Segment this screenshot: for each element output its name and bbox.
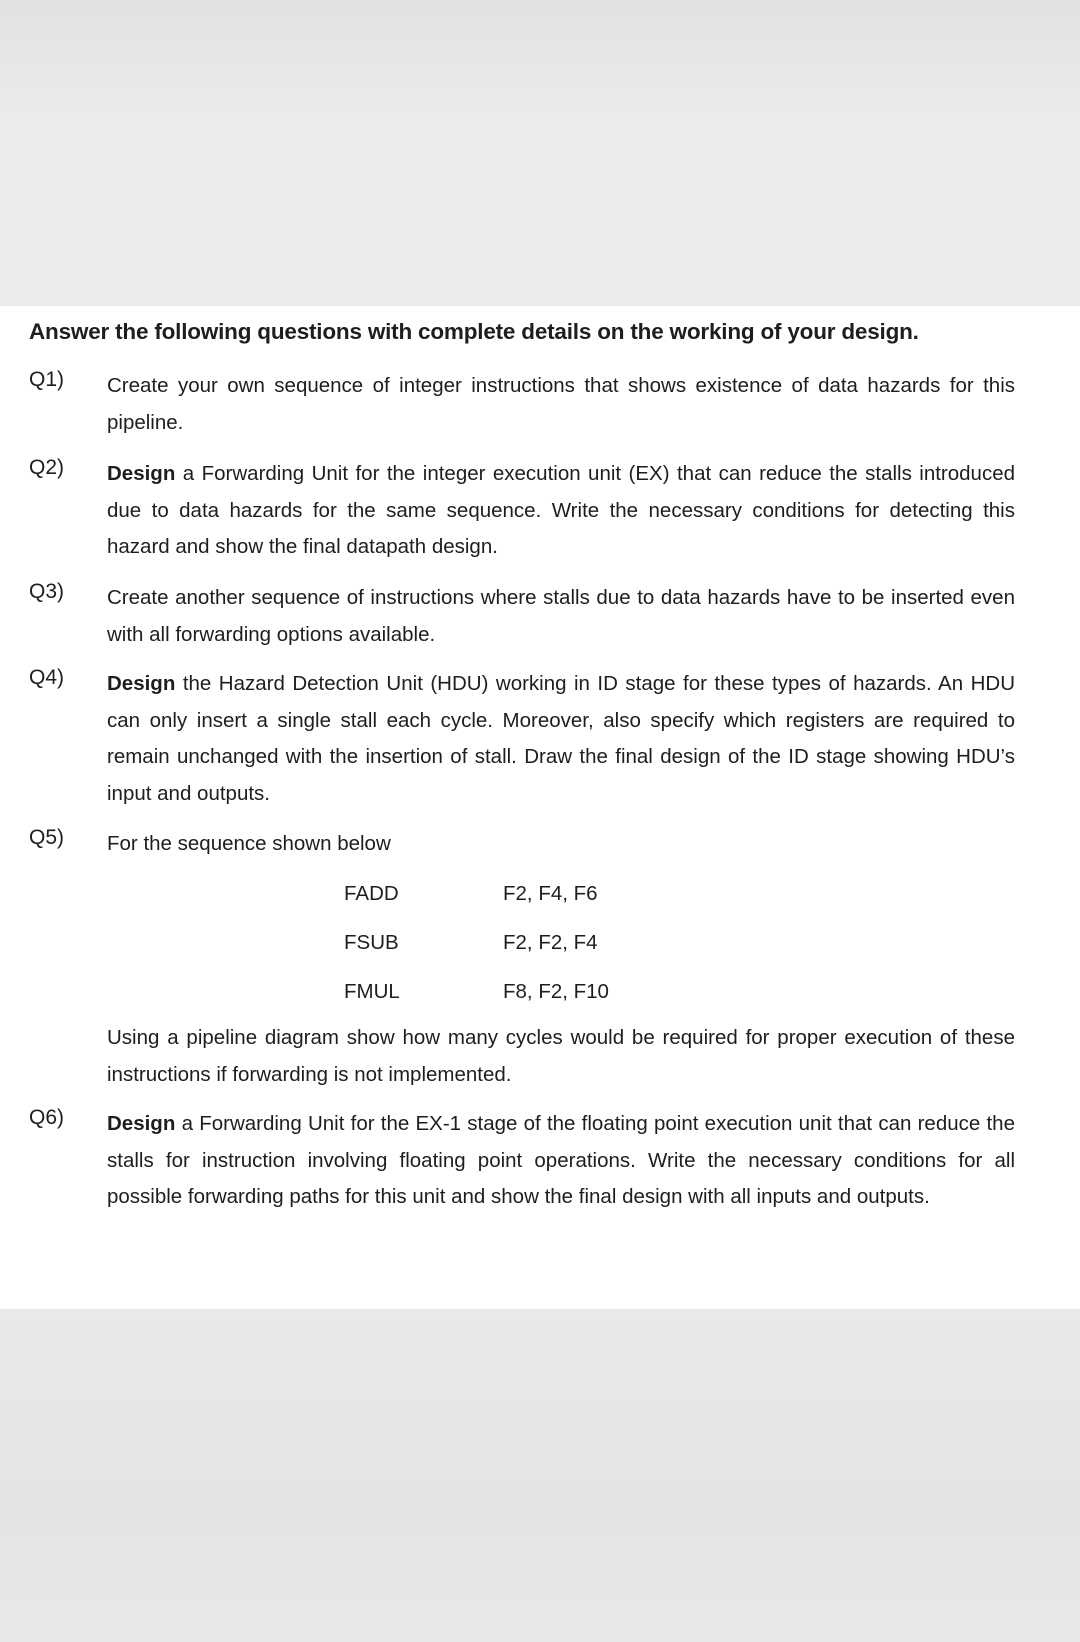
question-text: For the sequence shown below <box>107 832 391 855</box>
question-number: Q5) <box>29 826 65 849</box>
sequence-opcode: FSUB <box>344 931 399 954</box>
background-top <box>0 0 1080 306</box>
sequence-opcode: FMUL <box>344 980 400 1003</box>
question-number: Q2) <box>29 456 65 479</box>
question-number: Q4) <box>29 666 65 689</box>
background-bottom <box>0 1309 1080 1642</box>
instructions-heading: Answer the following questions with complete details on the working of your design. <box>29 319 919 344</box>
question-lead: Design <box>107 462 176 485</box>
sequence-operands: F8, F2, F10 <box>503 980 609 1003</box>
question-text: Create your own sequence of integer instructions that shows existence of data hazards for this pipeline. <box>107 374 1015 434</box>
question-lead: Design <box>107 672 176 695</box>
question-text: Design a Forwarding Unit for the integer execution unit (EX) that can reduce the stalls introduced due to data hazards for the same sequence. Write the necessary conditions for detecting this hazard and show the final datapath design. <box>107 462 1015 559</box>
question-number: Q6) <box>29 1106 65 1129</box>
document-sheet <box>0 306 1080 1309</box>
sequence-operands: F2, F4, F6 <box>503 882 598 905</box>
question-lead: Design <box>107 1112 176 1135</box>
question-text: Create another sequence of instructions where stalls due to data hazards have to be inserted even with all forwarding options available. <box>107 586 1015 646</box>
question-number: Q3) <box>29 580 65 603</box>
sequence-opcode: FADD <box>344 882 399 905</box>
question-text: Using a pipeline diagram show how many cycles would be required for proper execution of these instructions if forwarding is not implemented. <box>107 1026 1015 1086</box>
sequence-operands: F2, F2, F4 <box>503 931 598 954</box>
question-text: Design the Hazard Detection Unit (HDU) working in ID stage for these types of hazards. An HDU can only insert a single stall each cycle. Moreover, also specify which registers are required to remain unchanged with the insertion of stall. Draw the final design of the ID stage showing HDU’s input and outputs. <box>107 672 1015 805</box>
question-number: Q1) <box>29 368 65 391</box>
question-text: Design a Forwarding Unit for the EX-1 stage of the floating point execution unit that can reduce the stalls for instruction involving floating point operations. Write the necessary conditions for all possible forwarding paths for this unit and show the final design with all inputs and outputs. <box>107 1112 1015 1209</box>
